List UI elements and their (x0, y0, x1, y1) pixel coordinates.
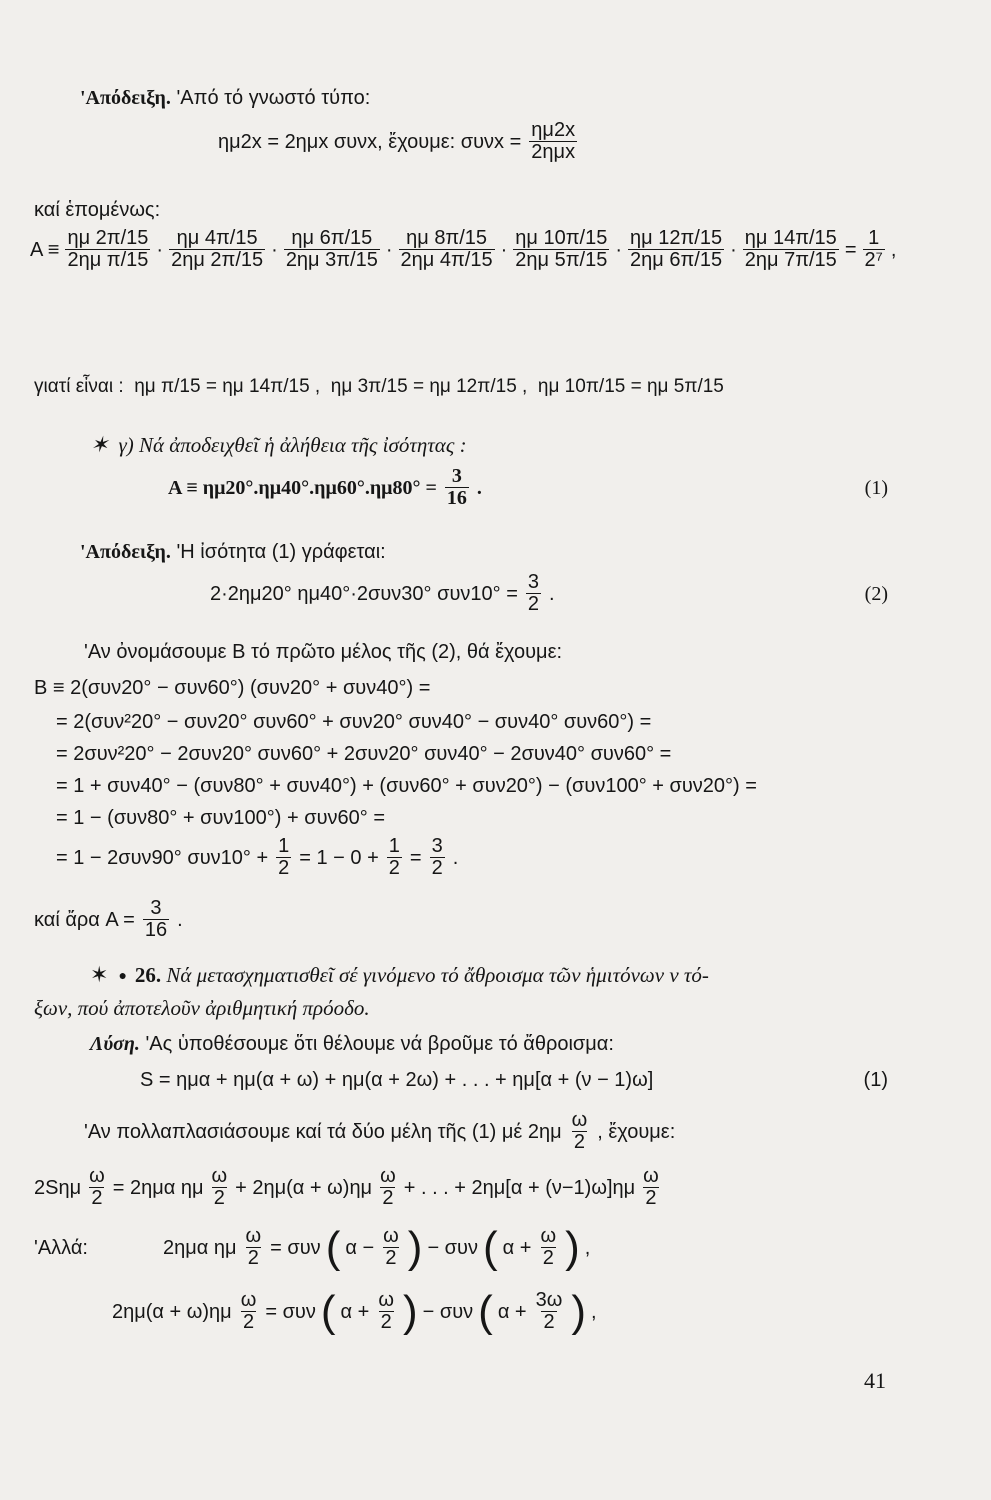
numerator: 1 (278, 835, 290, 857)
text-line: 'Αν ὀνομάσουμε B τό πρῶτο μέλος τῆς (2), θά ἔχουμε: (84, 641, 563, 663)
numerator: 3 (150, 897, 162, 919)
fraction (430, 836, 445, 879)
numerator: ω (380, 1165, 396, 1187)
derivation-step: B ≡ 2(συν20° − συν60°) (συν20° + συν40°) = (34, 677, 431, 699)
fraction (526, 572, 541, 615)
star-icon: ✶ (90, 962, 109, 987)
punctuation: , (584, 1236, 591, 1259)
fraction (863, 228, 885, 271)
solution-heading (90, 1032, 614, 1056)
numerator: 3 (527, 571, 539, 593)
equation-text: 2·2ημ20° ημ40°·2συν30° συν10° = (210, 582, 518, 605)
numerator: 1 (868, 227, 880, 249)
problem-number: 26. (134, 963, 162, 987)
numerator: ω (383, 1225, 399, 1247)
step-text: − συν (422, 1300, 474, 1323)
derivation-step: = 2συν²20° − 2συν20° συν60° + 2συν20° συν40° − 2συν40° συν60° = (56, 743, 672, 765)
numerator: ημ 8π/15 (406, 227, 488, 249)
fraction (143, 898, 169, 941)
fraction (399, 228, 495, 271)
open-paren: ( (478, 1286, 493, 1336)
multiply-tail: , ἔχουμε: (597, 1120, 676, 1143)
denominator: 2ημ 3π/15 (285, 249, 378, 271)
step-text: = 1 − 2συν90° συν10° + (56, 846, 269, 869)
fraction (284, 228, 380, 271)
star-icon: ✶ (90, 432, 109, 457)
derivation-step: = 1 + συν40° − (συν80° + συν40°) + (συν60° + συν20°) − (συν100° + συν20°) = (56, 775, 757, 797)
denominator: 2 (388, 857, 400, 879)
fraction (743, 228, 839, 271)
s-equation (34, 1166, 663, 1209)
equation-A: A ≡ $\frac{\eta\mu 2\pi/15}{\text{2ημ π/15}}$ · $\frac{\eta\mu 4\pi/15}{2\eta\mu 2\pi/15}$ · $\frac{\eta\mu 6\pi/15}{2\eta\mu 3\pi/15}$ · $\frac{\eta\mu 8\pi/15}{2\eta\mu 4\pi/15}$ · $\frac{\eta\mu 10\pi/15}{2\eta\mu 5\pi/15}$ · $\frac{\eta\mu 12\pi/15}{2\eta\mu 6\pi/15}$ · $\frac{\eta\mu 14\pi/15}{2\eta\mu 7\pi/15}$ = $\frac{1}{\text{2⁷}}$ , (30, 227, 897, 271)
proof-label: 'Απόδειξη. (80, 87, 171, 109)
open-paren: ( (325, 1222, 341, 1272)
numerator: ω (643, 1165, 659, 1187)
numerator: ω (540, 1225, 557, 1247)
numerator: ω (240, 1289, 257, 1311)
equation-tag: (1) (863, 1069, 888, 1091)
fraction (529, 120, 577, 163)
step-text: = 2ημα ημ (112, 1176, 204, 1199)
denominator: 2ημ 5π/15 (515, 249, 608, 271)
denominator: 2 (543, 1311, 555, 1333)
step-text: = 1 − 0 + (299, 846, 379, 869)
relation-3: ημ 10π/15 = ημ 5π/15 (537, 376, 724, 397)
equation-tag: (2) (864, 582, 888, 605)
derivation-step (56, 836, 458, 879)
text-line: καί ἑπομένως: (34, 199, 161, 221)
fraction (445, 466, 469, 509)
equation-text: A ≡ ημ20°.ημ40°.ημ60°.ημ80° = (168, 476, 437, 499)
numerator: ω (245, 1225, 262, 1247)
step-text: α + (502, 1236, 532, 1259)
relation-1: ημ π/15 = ημ 14π/15 , (134, 376, 321, 397)
fraction (169, 228, 265, 271)
fraction (65, 228, 150, 271)
because-label: γιατί εἶναι : (34, 376, 124, 397)
fraction (628, 228, 724, 271)
bullet-icon: ● (118, 968, 127, 984)
denominator: 16 (144, 919, 168, 941)
numerator: 3ω (535, 1289, 563, 1311)
open-paren: ( (482, 1222, 498, 1272)
derivation-step: = 1 − (συν80° + συν100°) + συν60° = (56, 807, 385, 829)
denominator: 2ημ 6π/15 (630, 249, 723, 271)
step-text: + . . . + 2ημ[α + (ν−1)ω]ημ (403, 1176, 636, 1199)
numerator: ημ 12π/15 (630, 227, 723, 249)
because-line (34, 376, 724, 399)
close-paren: ) (407, 1222, 423, 1272)
sum-equation (140, 1068, 888, 1092)
problem-26-title (90, 962, 709, 988)
fraction (210, 1166, 230, 1209)
fraction (387, 836, 402, 879)
proof-heading-line (80, 540, 386, 564)
denominator: 2 (382, 1187, 394, 1209)
close-paren: ) (565, 1222, 580, 1272)
proof-intro: 'Από τό γνωστό τύπο: (176, 87, 371, 109)
equals-sign: = (409, 846, 422, 869)
relation-2: ημ 3π/15 = ημ 12π/15 , (330, 376, 528, 397)
fraction (534, 1290, 565, 1333)
but-label: 'Αλλά: (34, 1236, 88, 1259)
multiply-text: 'Αν πολλαπλασιάσουμε καί τά δύο μέλη τῆς (1) μέ 2ημ (84, 1120, 562, 1143)
close-paren: ) (571, 1286, 587, 1336)
fraction (87, 1166, 107, 1209)
solution-intro: 'Ας ὑποθέσουμε ὅτι θέλουμε νά βροῦμε τό ἄθροισμα: (145, 1033, 614, 1055)
punctuation: . (476, 476, 482, 499)
denominator: 2ημ 7π/15 (744, 249, 837, 271)
punctuation: . (549, 582, 555, 605)
step-text: + 2ημ(α + ω)ημ (235, 1176, 373, 1199)
open-paren: ( (320, 1286, 336, 1336)
close-paren: ) (402, 1286, 418, 1336)
numerator: ω (378, 1289, 394, 1311)
fraction (276, 836, 291, 879)
step-text: = συν (265, 1300, 316, 1323)
fraction (381, 1226, 401, 1269)
equation-2 (210, 572, 888, 615)
step-text: 2ημ(α + ω)ημ (112, 1300, 232, 1323)
step-text: 2ημα ημ (162, 1236, 237, 1259)
proof-label: 'Απόδειξη. (80, 541, 171, 563)
conclusion-text: καί ἄρα A = (34, 908, 135, 931)
denominator: 2⁷ (864, 249, 883, 271)
step-text: − συν (427, 1236, 478, 1259)
problem-gamma (90, 432, 467, 458)
denominator: 2 (213, 1187, 225, 1209)
denominator: 2 (573, 1131, 585, 1153)
page-number: 41 (864, 1368, 886, 1393)
denominator: 2 (645, 1187, 657, 1209)
problem-text: Νά μετασχηματισθεῖ σέ γινόμενο τό ἄθροισμα τῶν ἡμιτόνων ν τό- (166, 963, 709, 987)
denominator: 2 (91, 1187, 103, 1209)
but-equation (34, 1222, 591, 1272)
punctuation: . (452, 846, 459, 869)
fraction (378, 1166, 398, 1209)
denominator: 2 (385, 1247, 397, 1269)
step-text: 2Sημ (34, 1176, 82, 1199)
denominator: 2 (278, 857, 290, 879)
denominator: 2 (527, 593, 539, 615)
problem-text-cont: ξων, πού ἀποτελοῦν ἀριθμητική πρόοδο. (34, 996, 370, 1020)
denominator: 2ημ π/15 (67, 249, 149, 271)
fraction (513, 228, 609, 271)
numerator: ω (89, 1165, 105, 1187)
equation-1 (168, 466, 888, 509)
last-equation (112, 1286, 597, 1336)
fraction (641, 1166, 661, 1209)
numerator: ημ2x (531, 119, 576, 141)
solution-label: Λύση. (90, 1033, 140, 1055)
numerator: ημ 6π/15 (291, 227, 373, 249)
denominator: 2 (242, 1311, 255, 1333)
problem-text: γ) Νά ἀποδειχθεῖ ἡ ἀλήθεια τῆς ἰσότητας : (118, 433, 467, 457)
step-text: = συν (270, 1236, 321, 1259)
punctuation: , (591, 1300, 597, 1323)
step-text: α − (345, 1236, 375, 1259)
identity-line (218, 120, 579, 163)
equation-text: S = ημα + ημ(α + ω) + ημ(α + 2ω) + . . . + ημ[α + (ν − 1)ω] (140, 1069, 654, 1091)
conclusion-line (34, 898, 183, 941)
numerator: ημ 2π/15 (67, 227, 149, 249)
fraction (570, 1110, 590, 1153)
proof-heading-line (80, 86, 370, 110)
numerator: ημ 4π/15 (176, 227, 258, 249)
denominator: 2 (247, 1247, 259, 1269)
fraction (376, 1290, 396, 1333)
denominator: 2ημ 4π/15 (400, 249, 493, 271)
punctuation: , (890, 238, 897, 261)
numerator: 1 (388, 835, 400, 857)
proof-intro: 'Η ἰσότητα (1) γράφεται: (176, 541, 386, 563)
fraction (244, 1226, 264, 1269)
denominator: 2 (380, 1311, 392, 1333)
punctuation: . (177, 908, 183, 931)
fraction (538, 1226, 558, 1269)
fraction (239, 1290, 259, 1333)
multiply-line (84, 1110, 675, 1153)
numerator: 3 (451, 465, 462, 487)
equation-tag: (1) (864, 476, 888, 499)
derivation-step: = 2(συν²20° − συν20° συν60° + συν20° συν40° − συν40° συν60°) = (56, 711, 652, 733)
denominator: 16 (446, 487, 467, 509)
step-text: α + (497, 1300, 527, 1323)
numerator: ημ 10π/15 (515, 227, 608, 249)
numerator: ω (571, 1109, 588, 1131)
numerator: 3 (431, 835, 443, 857)
step-text: α + (340, 1300, 370, 1323)
denominator: 2 (431, 857, 443, 879)
denominator: 2ημ 2π/15 (171, 249, 264, 271)
equation-lhs: A ≡ (30, 238, 60, 261)
identity-text: ημ2x = 2ημx συνx, ἔχουμε: συνx = (218, 130, 522, 153)
numerator: ω (211, 1165, 228, 1187)
denominator: 2 (542, 1247, 554, 1269)
equals-sign: = (844, 238, 857, 261)
numerator: ημ 14π/15 (744, 227, 837, 249)
denominator: 2ημx (531, 141, 576, 163)
